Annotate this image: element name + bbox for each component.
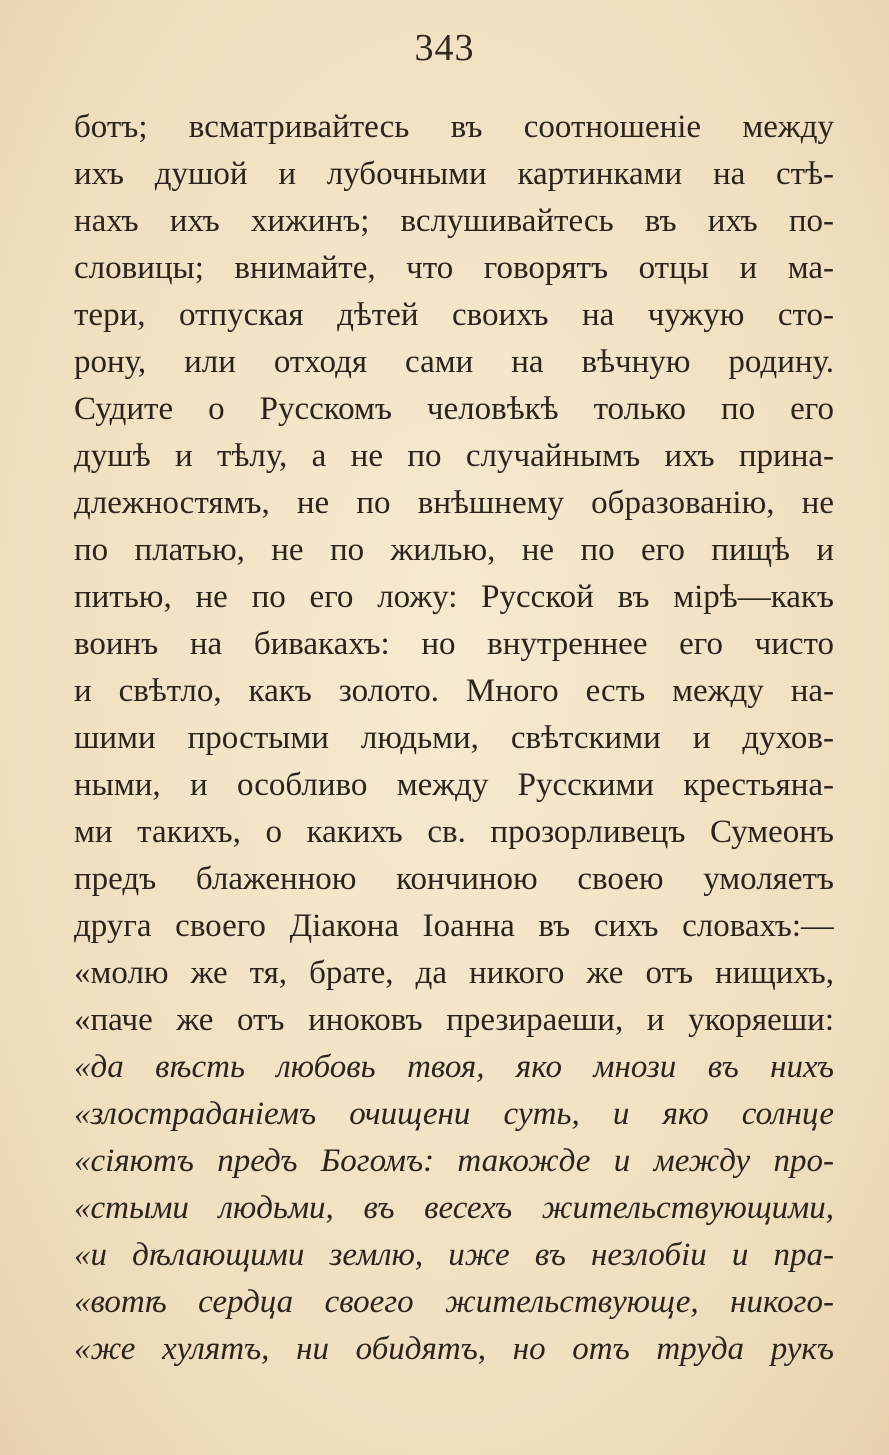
text-line: ихъ душой и лубочными картинками на стѣ- — [74, 156, 834, 192]
page-number: 343 — [414, 27, 475, 69]
text-line: нахъ ихъ хижинъ; вслушивайтесь въ ихъ по- — [74, 203, 834, 239]
quote-line: «стыми людьми, въ весехъ жительствующими, — [74, 1190, 834, 1226]
text-line: воинъ на бивакахъ: но внутреннее его чисто — [74, 626, 834, 662]
quote-line: «сіяютъ предъ Богомъ: такожде и между про- — [74, 1143, 834, 1179]
text-line: «молю же тя, брате, да никого же отъ нищихъ, — [74, 955, 834, 991]
text-line: тери, отпуская дѣтей своихъ на чужую сто- — [74, 297, 834, 333]
text-line: словицы; внимайте, что говорятъ отцы и ма- — [74, 250, 834, 286]
text-line: друга своего Діакона Іоанна въ сихъ словахъ:— — [74, 908, 834, 944]
quote-line: «и дѣлающими землю, иже въ незлобіи и пра- — [74, 1237, 834, 1273]
text-line: ботъ; всматривайтесь въ соотношеніе между — [74, 109, 834, 145]
quote-line: «злостраданіемъ очищени суть, и яко солнце — [74, 1096, 834, 1132]
body-text — [74, 104, 834, 1373]
text-line: и свѣтло, какъ золото. Много есть между на- — [74, 673, 834, 709]
text-line: предъ блаженною кончиною своею умоляетъ — [74, 861, 834, 897]
text-line: по платью, не по жилью, не по его пищѣ и — [74, 532, 834, 568]
text-line: ными, и особливо между Русскими крестьяна- — [74, 767, 834, 803]
quote-line: «да вѣсть любовь твоя, яко мнози въ нихъ — [74, 1049, 834, 1085]
text-line: «паче же отъ иноковъ презираеши, и укоряеши: — [74, 1002, 834, 1038]
text-line: душѣ и тѣлу, а не по случайнымъ ихъ прина- — [74, 438, 834, 474]
text-line: Судите о Русскомъ человѣкѣ только по его — [74, 391, 834, 427]
text-line: длежностямъ, не по внѣшнему образованію, не — [74, 485, 834, 521]
quote-line: «же хулятъ, ни обидятъ, но отъ труда рукъ — [74, 1331, 834, 1367]
text-line: рону, или отходя сами на вѣчную родину. — [74, 344, 834, 380]
quote-line: «вотѣ сердца своего жительствующе, никого- — [74, 1284, 834, 1320]
text-line: ми такихъ, о какихъ св. прозорливецъ Сумеонъ — [74, 814, 834, 850]
text-line: шими простыми людьми, свѣтскими и духов- — [74, 720, 834, 756]
text-line: питью, не по его ложу: Русской въ мірѣ—какъ — [74, 579, 834, 615]
